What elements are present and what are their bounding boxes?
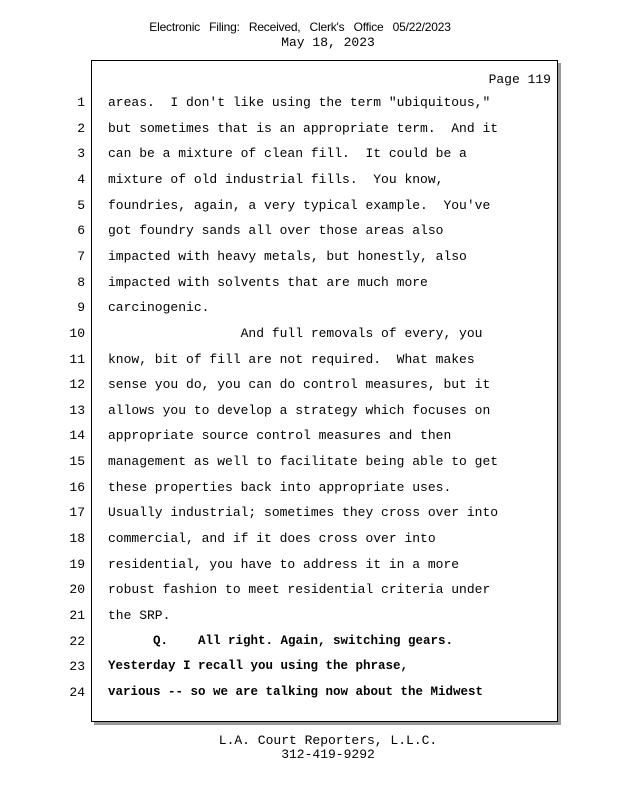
transcript-line (0, 295, 560, 320)
line-number: 22 (69, 633, 85, 649)
line-text: areas. I don't like using the term "ubiquitous," (108, 95, 491, 110)
filing-stamp: Electronic Filing: Received, Clerk's Office 05/22/2023 (149, 20, 451, 34)
line-number: 21 (69, 608, 85, 623)
line-text: carcinogenic. (108, 300, 210, 316)
line-text: And full removals of every, you (108, 325, 483, 341)
transcript-line (0, 552, 560, 577)
line-number: 9 (77, 300, 85, 316)
line-text: got foundry sands all over those areas also (108, 223, 444, 239)
line-text: Q. All right. Again, switching gears. (108, 633, 454, 648)
line-number: 24 (69, 684, 85, 700)
line-text: mixture of old industrial fills. You know, (108, 171, 444, 187)
transcript-line (0, 141, 560, 166)
line-number: 23 (69, 659, 85, 675)
transcript-line (0, 90, 560, 115)
line-text: various -- so we are talking now about the Midwest (108, 684, 484, 699)
line-number: 13 (69, 402, 85, 418)
line-number: 15 (69, 454, 85, 470)
line-number: 12 (69, 377, 85, 393)
court-reporter-phone: 312-419-9292 (281, 747, 375, 762)
transcript-line (0, 526, 560, 551)
line-number: 5 (77, 197, 85, 213)
transcript-line (0, 423, 560, 448)
line-text: management as well to facilitate being able to get (108, 454, 499, 470)
line-number: 6 (77, 223, 85, 239)
transcript-line (0, 603, 560, 628)
line-text: can be a mixture of clean fill. It could be a (108, 146, 467, 162)
line-text: appropriate source control measures and then (108, 428, 452, 444)
transcript-line (0, 629, 560, 654)
transcript-line (0, 577, 560, 602)
transcript-line (0, 654, 560, 679)
transcript-line (0, 116, 560, 141)
transcript-line (0, 398, 560, 423)
transcript-line (0, 167, 560, 192)
line-text: impacted with heavy metals, but honestly, also (108, 248, 467, 264)
transcript-line (0, 321, 560, 346)
line-number: 20 (69, 582, 85, 598)
line-text: impacted with solvents that are much more (108, 274, 428, 290)
line-text: these properties back into appropriate uses. (108, 479, 452, 495)
transcript-line (0, 475, 560, 500)
transcript-line (0, 347, 560, 372)
line-text: sense you do, you can do control measures, but it (108, 377, 491, 393)
line-number: 16 (69, 479, 85, 495)
line-number: 19 (69, 556, 85, 572)
court-reporter-name: L.A. Court Reporters, L.L.C. (218, 733, 438, 748)
transcript-line (0, 193, 560, 218)
transcript-line (0, 449, 560, 474)
line-number: 8 (77, 274, 85, 290)
line-text: robust fashion to meet residential criteria under (108, 582, 491, 598)
line-number: 7 (77, 248, 85, 264)
transcript-line (0, 500, 560, 525)
transcript-line (0, 218, 560, 243)
line-text: allows you to develop a strategy which focuses on (108, 402, 491, 418)
line-number: 3 (77, 146, 85, 162)
line-text: but sometimes that is an appropriate term. And it (108, 120, 499, 136)
line-number: 10 (69, 325, 85, 341)
line-number: 4 (77, 171, 85, 187)
transcript-line (0, 244, 560, 269)
transcript-date: May 18, 2023 (281, 35, 375, 50)
line-text: residential, you have to address it in a more (108, 556, 460, 572)
line-number: 17 (69, 505, 85, 521)
line-text: Usually industrial; sometimes they cross over into (108, 505, 499, 521)
line-text: the SRP. (108, 608, 171, 623)
line-text: Yesterday I recall you using the phrase, (108, 659, 409, 674)
line-number: 18 (69, 531, 85, 547)
line-number: 11 (69, 351, 85, 367)
transcript-line (0, 372, 560, 397)
page-number: Page 119 (488, 72, 551, 87)
line-text: commercial, and if it does cross over into (108, 531, 436, 547)
transcript-line (0, 270, 560, 295)
transcript-line (0, 680, 560, 705)
line-number: 2 (77, 120, 85, 136)
line-text: foundries, again, a very typical example. You've (108, 197, 491, 213)
line-text: know, bit of fill are not required. What makes (108, 351, 475, 367)
line-number: 1 (77, 95, 85, 110)
line-number: 14 (69, 428, 85, 444)
